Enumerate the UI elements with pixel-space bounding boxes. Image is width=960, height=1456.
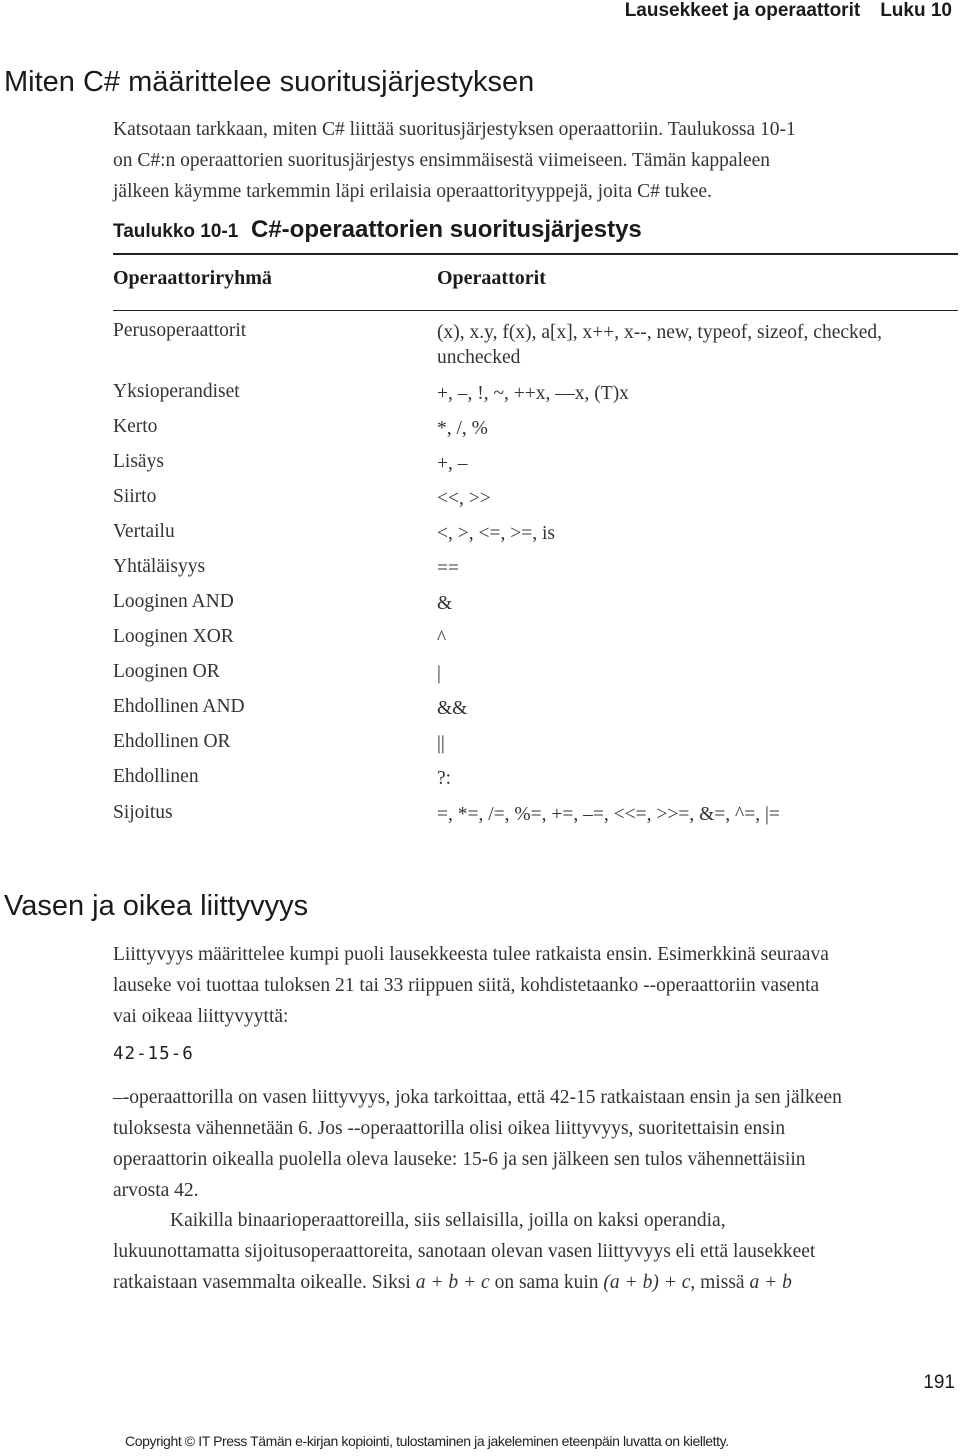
paragraph-line: operaattorin oikealla puolella oleva lauseke: 15-6 ja sen jälkeen sen tulos vähennettäisiin [113, 1149, 806, 1170]
associativity-paragraph-3 [113, 1205, 956, 1298]
paragraph-line: Liittyvyys määrittelee kumpi puoli lausekkeesta tulee ratkaista ensin. Esimerkkinä seuraava [113, 944, 829, 965]
intro-paragraph [113, 114, 956, 207]
table-row-group: Kerto [113, 416, 158, 437]
column-header-operators: Operaattorit [437, 267, 546, 289]
copyright-footer: Copyright © IT Press Tämän e-kirjan kopiointi, tulostaminen ja jakeleminen eteenpäin luvatta on kielletty. [125, 1433, 729, 1449]
table-row-operators: +, – [437, 453, 468, 474]
table-row-operators: =, *=, /=, %=, +=, –=, <<=, >>=, &=, ^=, |= [437, 804, 780, 825]
text-run: ratkaistaan vasemmalta oikealle. Siksi [113, 1272, 416, 1293]
table-row-group: Ehdollinen [113, 766, 199, 787]
paragraph-line: vai oikeaa liittyvyyttä: [113, 1006, 289, 1027]
code-example: 42-15-6 [113, 1044, 194, 1064]
paragraph-line: tuloksesta vähennetään 6. Jos --operaattorilla olisi oikea liittyvyys, suoritettaisin ensin [113, 1118, 786, 1139]
table-row-operators: <<, >> [437, 488, 491, 509]
table-row-group: Lisäys [113, 451, 164, 472]
table-row-operators: +, –, !, ~, ++x, ––x, (T)x [437, 383, 629, 404]
table-row-group: Looginen AND [113, 591, 234, 612]
section-heading-associativity: Vasen ja oikea liittyvyys [4, 890, 309, 922]
chapter-title: Lausekkeet ja operaattorit [624, 0, 861, 21]
table-caption [113, 216, 642, 244]
paragraph-line-expression [113, 1267, 956, 1298]
expression-a-b: a + b [749, 1272, 792, 1293]
expression-grouped: (a + b) + c [603, 1272, 691, 1293]
expression-a-b-c: a + b + c [415, 1272, 490, 1293]
table-row-operators: && [437, 698, 468, 719]
table-row-group: Vertailu [113, 521, 175, 542]
table-row-group: Yksioperandiset [113, 381, 240, 402]
table-row-group: Sijoitus [113, 802, 173, 823]
table-row-operators: ?: [437, 768, 452, 789]
associativity-paragraph-2 [113, 1082, 956, 1206]
associativity-paragraph-1 [113, 939, 956, 1032]
table-row-group: Looginen XOR [113, 626, 234, 647]
table-row-group: Ehdollinen OR [113, 731, 231, 752]
table-row-group: Yhtäläisyys [113, 556, 206, 577]
table-row-operators: *, /, % [437, 418, 488, 439]
table-row-operators: == [437, 558, 459, 579]
chapter-label: Luku 10 [880, 0, 952, 21]
table-row-operators: ^ [437, 628, 447, 649]
table-top-rule [113, 253, 958, 255]
section-heading-precedence: Miten C# määrittelee suoritusjärjestyksen [4, 66, 535, 98]
table-header-rule [113, 310, 958, 311]
table-caption-title: C#-operaattorien suoritusjärjestys [250, 216, 642, 243]
running-header [625, 0, 952, 22]
table-row-operators: (x), x.y, f(x), a[x], x++, x--, new, typeof, sizeof, checked, unchecked [437, 322, 883, 368]
text-run: on sama kuin [489, 1272, 604, 1293]
paragraph-line: on C#:n operaattorien suoritusjärjestys ensimmäisestä viimeiseen. Tämän kappaleen [113, 150, 771, 171]
column-header-group: Operaattoriryhmä [113, 267, 272, 289]
table-row-operators: <, >, <=, >=, is [437, 523, 555, 544]
paragraph-line: Kaikilla binaarioperaattoreilla, siis sellaisilla, joilla on kaksi operandia, [170, 1210, 726, 1231]
table-caption-number: Taulukko 10-1 [113, 221, 239, 242]
paragraph-line: lukuunottamatta sijoitusoperaattoreita, sanotaan olevan vasen liittyvyys eli että lausekkeet [113, 1241, 816, 1262]
table-row-operators: & [437, 593, 453, 614]
page-number: 191 [923, 1372, 955, 1393]
paragraph-line: jälkeen käymme tarkemmin läpi erilaisia operaattorityyppejä, joita C# tukee. [113, 181, 712, 202]
table-row-group: Siirto [113, 486, 157, 507]
paragraph-line: arvosta 42. [113, 1180, 199, 1201]
table-row-group: Perusoperaattorit [113, 320, 247, 341]
table-row-group: Ehdollinen AND [113, 696, 245, 717]
table-row-group: Looginen OR [113, 661, 220, 682]
paragraph-line: Katsotaan tarkkaan, miten C# liittää suoritusjärjestyksen operaattoriin. Taulukossa 10-1 [113, 119, 796, 140]
paragraph-line: lauseke voi tuottaa tuloksen 21 tai 33 riippuen siitä, kohdistetaanko --operaattoriin vasenta [113, 975, 820, 996]
table-row-operators: || [437, 733, 445, 754]
paragraph-line: –-operaattorilla on vasen liittyvyys, joka tarkoittaa, että 42-15 ratkaistaan ensin ja sen jälkeen [113, 1087, 842, 1108]
text-run: , missä [690, 1272, 750, 1293]
table-row-operators: | [437, 663, 441, 684]
